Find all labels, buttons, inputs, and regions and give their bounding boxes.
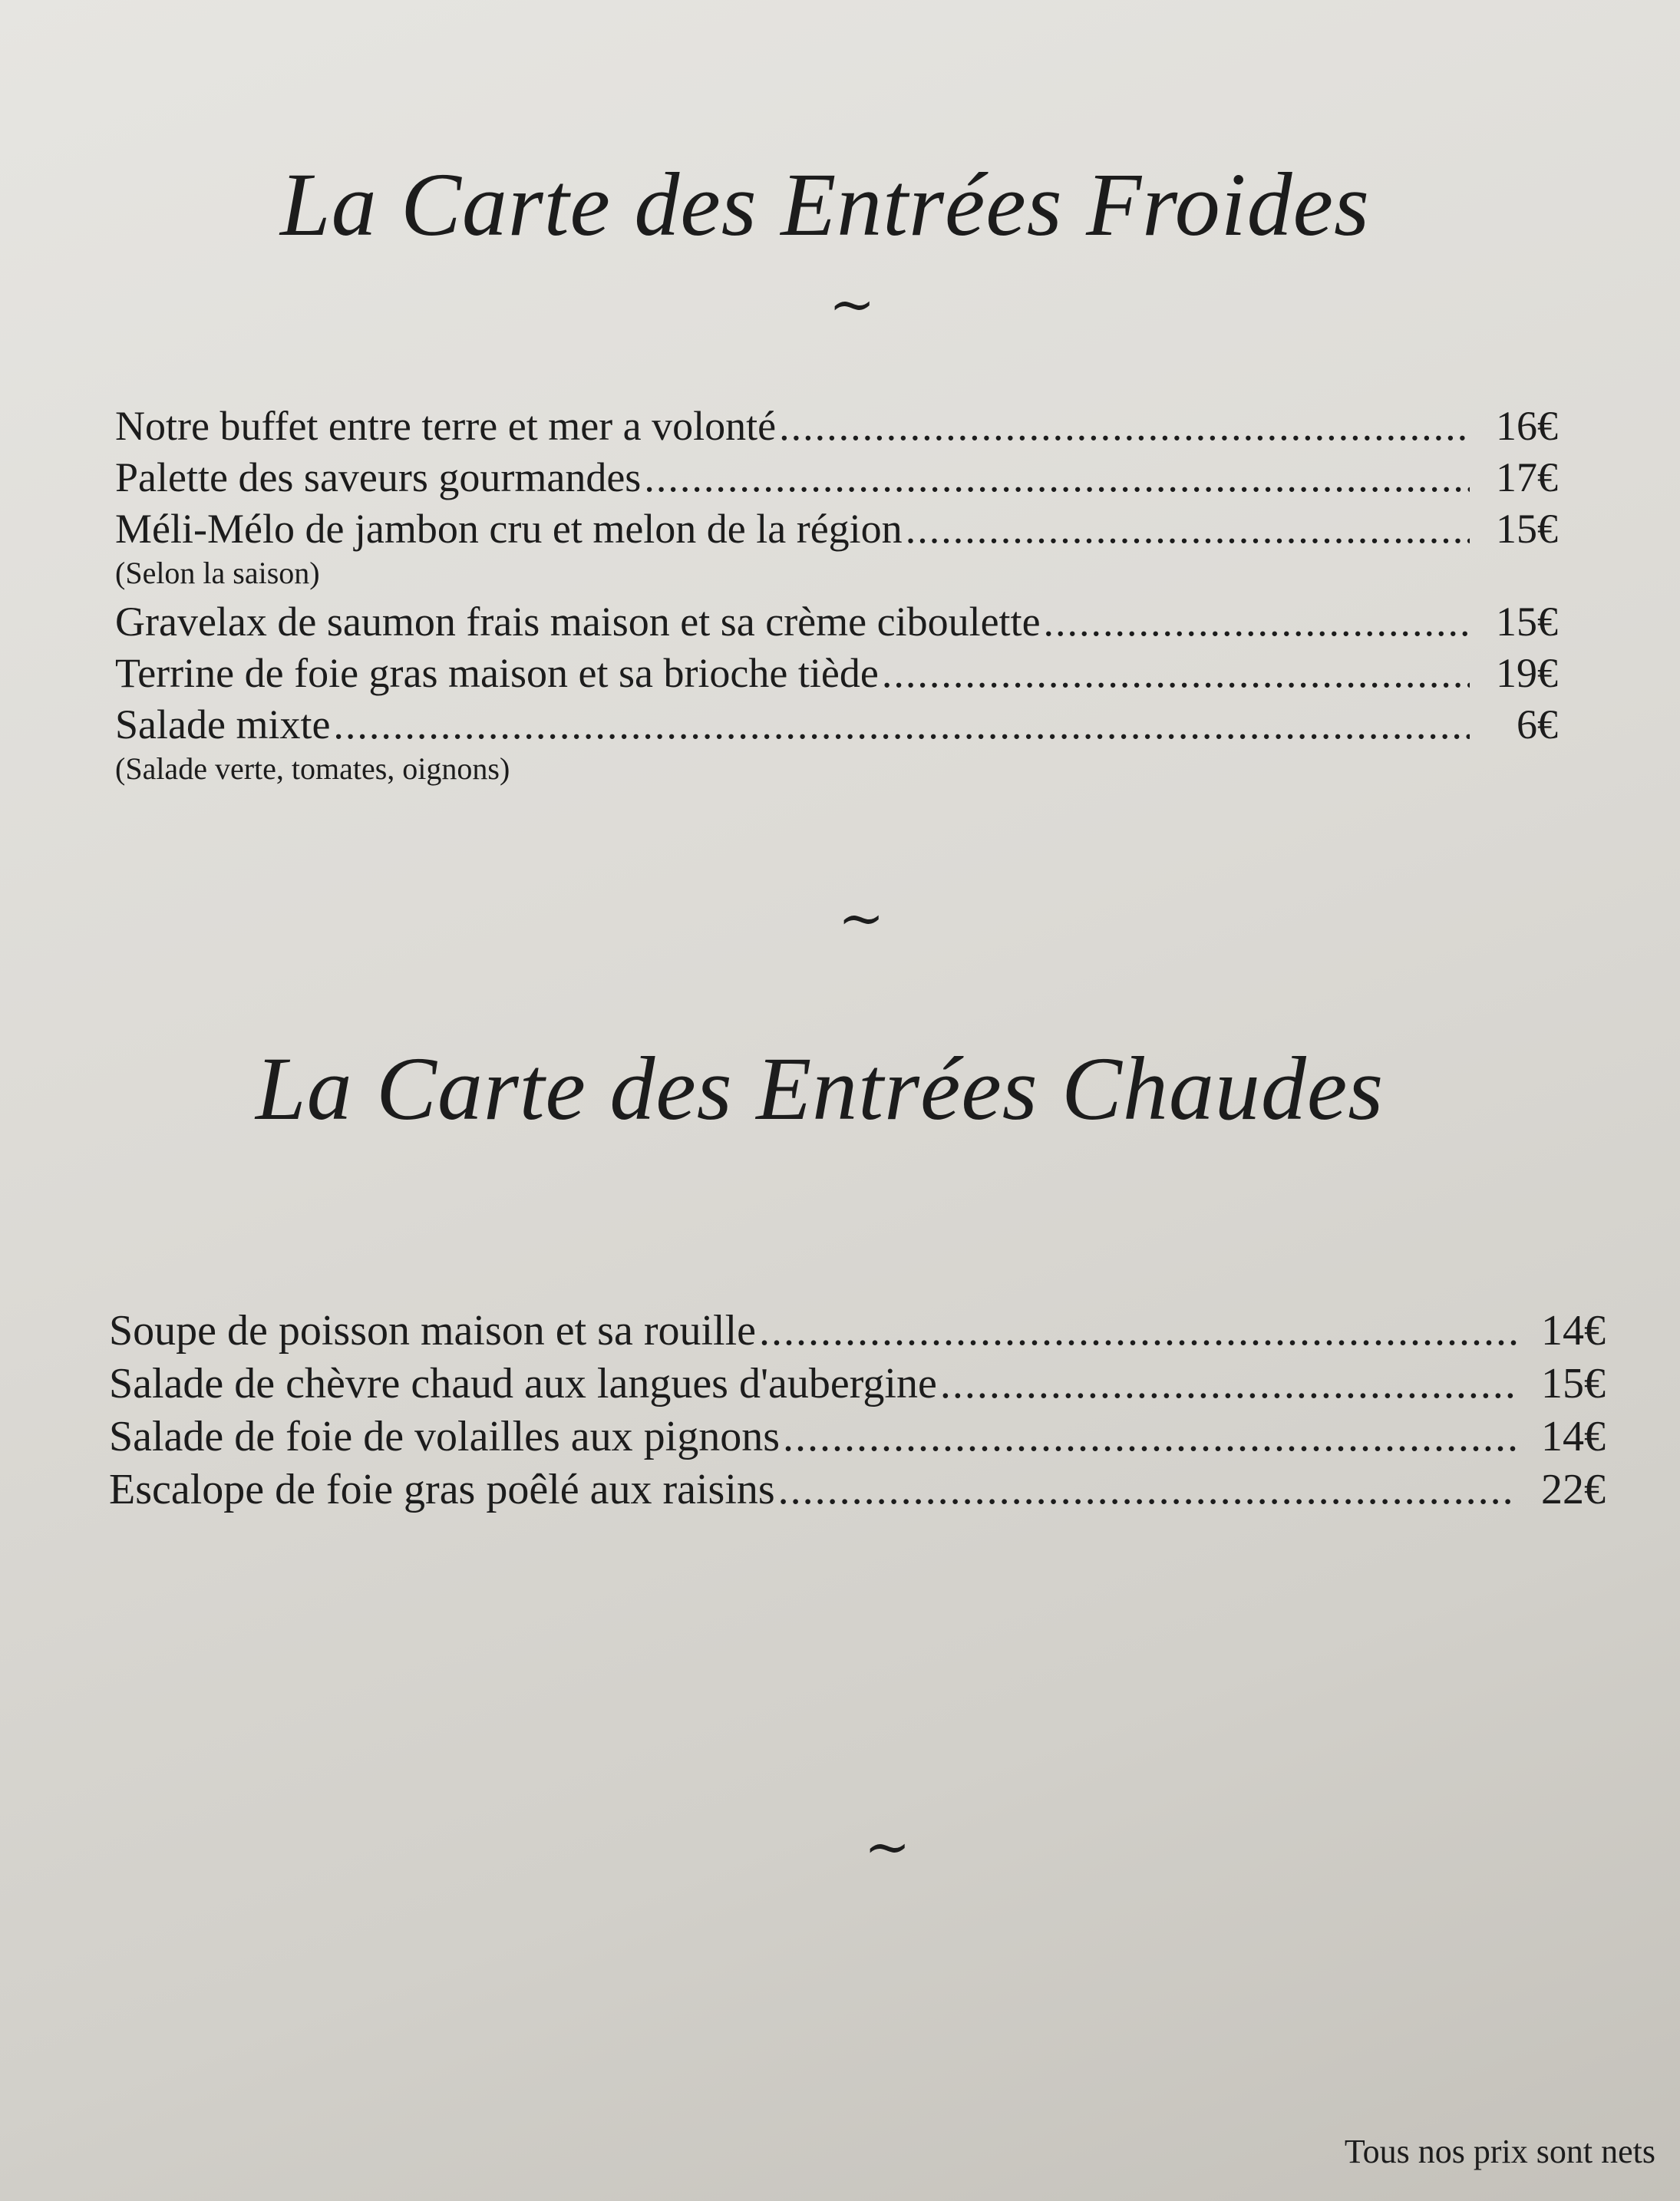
menu-item xyxy=(115,401,1558,452)
item-price: 17€ xyxy=(1496,454,1558,500)
item-price: 15€ xyxy=(1496,599,1558,645)
item-price: 14€ xyxy=(1541,1307,1606,1355)
item-name: Notre buffet entre terre et mer a volonté xyxy=(115,403,777,449)
item-price: 6€ xyxy=(1517,701,1558,747)
dot-leader xyxy=(333,699,1470,751)
item-note: (Selon la saison) xyxy=(115,556,320,590)
separator-tilde: ~ xyxy=(864,1814,911,1879)
dot-leader xyxy=(644,452,1470,503)
item-name: Gravelax de saumon frais maison et sa crème ciboulette xyxy=(115,599,1041,645)
dot-leader xyxy=(779,401,1470,452)
dot-leader xyxy=(1044,596,1470,648)
menu-item xyxy=(109,1358,1606,1411)
item-name: Escalope de foie gras poêlé aux raisins xyxy=(109,1466,775,1513)
footer-note: Tous nos prix sont nets xyxy=(1344,2133,1655,2170)
dot-leader xyxy=(882,648,1470,699)
separator-tilde: ~ xyxy=(838,886,885,950)
item-name: Méli-Mélo de jambon cru et melon de la région xyxy=(115,506,903,552)
menu-item xyxy=(115,596,1558,648)
item-price: 15€ xyxy=(1496,506,1558,552)
item-note: (Salade verte, tomates, oignons) xyxy=(115,751,510,786)
section-title-cold-starters: La Carte des Entrées Froides xyxy=(280,154,1370,255)
hot-starters-list xyxy=(109,1305,1606,1516)
item-name: Salade mixte xyxy=(115,701,331,747)
menu-item xyxy=(109,1305,1606,1358)
menu-item xyxy=(115,452,1558,503)
menu-item xyxy=(115,503,1558,555)
item-name: Terrine de foie gras maison et sa brioche tiède xyxy=(115,650,879,696)
item-price: 19€ xyxy=(1496,650,1558,696)
item-name: Salade de chèvre chaud aux langues d'aubergine xyxy=(109,1360,937,1407)
section-title-hot-starters: La Carte des Entrées Chaudes xyxy=(256,1038,1385,1139)
dot-leader xyxy=(759,1305,1517,1358)
dot-leader xyxy=(906,503,1470,555)
item-price: 22€ xyxy=(1541,1466,1606,1513)
item-price: 14€ xyxy=(1541,1413,1606,1460)
dot-leader xyxy=(778,1463,1517,1516)
menu-item xyxy=(109,1463,1606,1516)
item-price: 16€ xyxy=(1496,403,1558,449)
dot-leader xyxy=(783,1411,1517,1463)
item-name: Palette des saveurs gourmandes xyxy=(115,454,642,500)
menu-item xyxy=(109,1411,1606,1463)
menu-item xyxy=(115,648,1558,699)
dot-leader xyxy=(940,1358,1517,1411)
item-name: Soupe de poisson maison et sa rouille xyxy=(109,1307,757,1355)
item-price: 15€ xyxy=(1541,1360,1606,1407)
menu-item xyxy=(115,699,1558,751)
separator-tilde: ~ xyxy=(829,272,876,336)
cold-starters-list xyxy=(115,401,1558,792)
item-name: Salade de foie de volailles aux pignons xyxy=(109,1413,780,1460)
